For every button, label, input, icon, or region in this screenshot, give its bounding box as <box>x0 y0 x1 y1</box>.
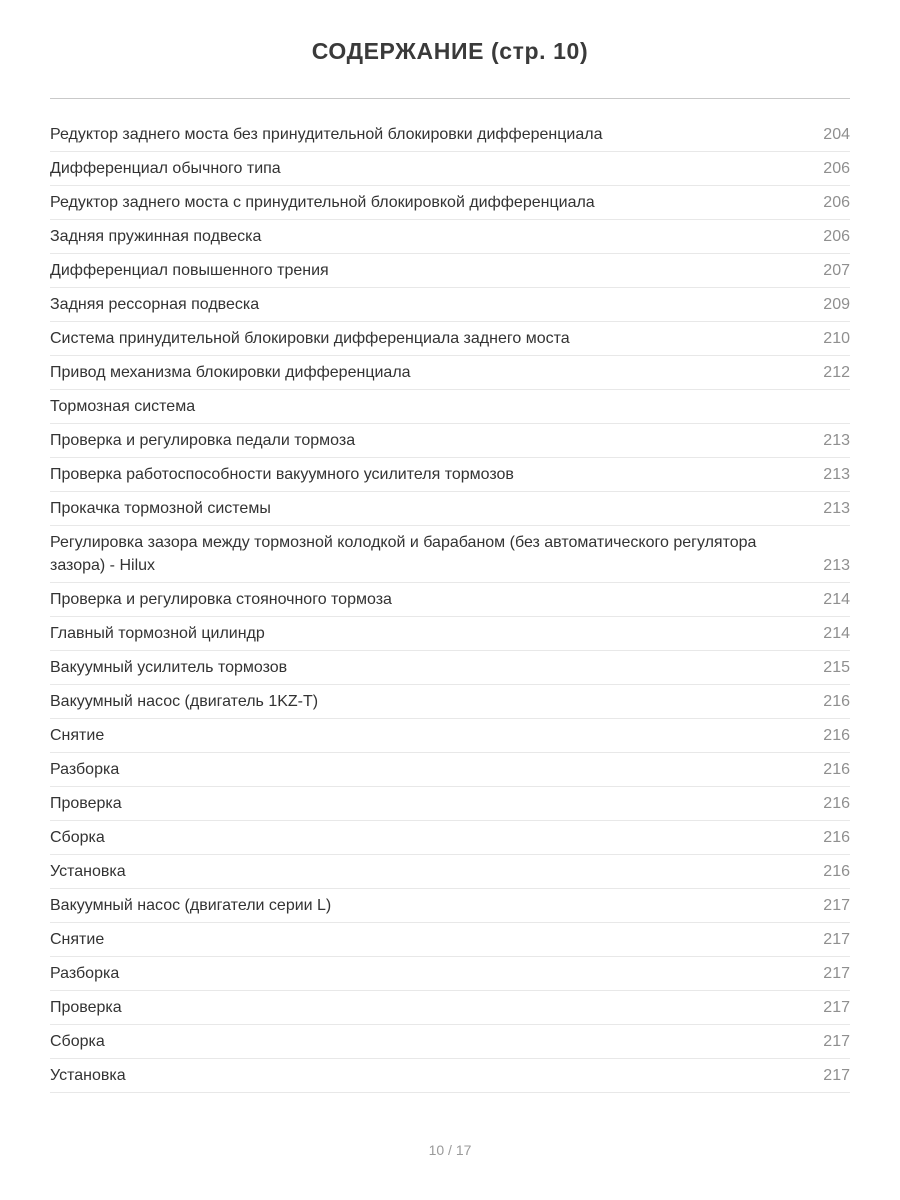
toc-entry-page: 217 <box>823 931 850 948</box>
toc-entry-label: Вакуумный усилитель тормозов <box>50 659 288 676</box>
toc-entry-label: Проверка <box>50 795 122 812</box>
toc-entry-label: Вакуумный насос (двигатель 1KZ-T) <box>50 693 319 710</box>
toc-entry-page: 206 <box>823 194 850 211</box>
toc-entry-label: Проверка <box>50 999 122 1016</box>
toc-row <box>50 685 850 719</box>
toc-entry-label: Редуктор заднего моста без принудительной блокировки дифференциала <box>50 126 603 143</box>
toc-row <box>50 957 850 991</box>
toc-entry-label: Вакуумный насос (двигатели серии L) <box>50 897 332 914</box>
toc-row <box>50 288 850 322</box>
toc-entry-label: Установка <box>50 863 126 880</box>
toc-entry-page: 214 <box>823 625 850 642</box>
toc-entry-label: Прокачка тормозной системы <box>50 500 271 517</box>
toc-entry-label: Задняя рессорная подвеска <box>50 296 260 313</box>
toc-row <box>50 390 850 424</box>
toc-entry-page: 216 <box>823 693 850 710</box>
toc-entry-page: 216 <box>823 863 850 880</box>
toc-entry-page: 216 <box>823 727 850 744</box>
toc-entry-page: 216 <box>823 829 850 846</box>
toc-row <box>50 424 850 458</box>
toc-row <box>50 583 850 617</box>
toc-entry-label: Тормозная система <box>50 398 196 415</box>
toc-row <box>50 821 850 855</box>
toc-entry-page: 206 <box>823 228 850 245</box>
title-divider <box>50 98 850 99</box>
toc-list <box>50 118 850 1093</box>
toc-entry-label: Задняя пружинная подвеска <box>50 228 262 245</box>
toc-row <box>50 220 850 254</box>
toc-entry-page: 217 <box>823 999 850 1016</box>
toc-row <box>50 356 850 390</box>
toc-entry-page: 213 <box>823 557 850 574</box>
toc-entry-label: Проверка и регулировка стояночного тормоза <box>50 591 392 608</box>
toc-row <box>50 458 850 492</box>
toc-row <box>50 617 850 651</box>
toc-row <box>50 651 850 685</box>
toc-entry-label: Проверка работоспособности вакуумного усилителя тормозов <box>50 466 514 483</box>
toc-entry-label: Сборка <box>50 829 105 846</box>
toc-entry-page: 213 <box>823 432 850 449</box>
toc-row <box>50 889 850 923</box>
toc-entry-page: 207 <box>823 262 850 279</box>
toc-entry-label: Привод механизма блокировки дифференциала <box>50 364 411 381</box>
toc-entry-page: 217 <box>823 1033 850 1050</box>
toc-entry-label: Установка <box>50 1067 126 1084</box>
toc-row <box>50 526 850 583</box>
page-indicator: 10 / 17 <box>428 1142 472 1158</box>
toc-row <box>50 254 850 288</box>
toc-row <box>50 492 850 526</box>
toc-entry-label: Проверка и регулировка педали тормоза <box>50 432 356 449</box>
toc-row <box>50 719 850 753</box>
toc-entry-page: 216 <box>823 761 850 778</box>
toc-entry-label: Регулировка зазора между тормозной колодкой и барабаном (без автоматического регулятора зазора) - Hilux <box>50 534 757 574</box>
toc-row <box>50 787 850 821</box>
toc-entry-label: Сборка <box>50 1033 105 1050</box>
toc-row <box>50 1025 850 1059</box>
toc-entry-page: 209 <box>823 296 850 313</box>
toc-entry-page: 210 <box>823 330 850 347</box>
toc-row <box>50 855 850 889</box>
toc-entry-page: 217 <box>823 1067 850 1084</box>
toc-row <box>50 753 850 787</box>
toc-row <box>50 1059 850 1093</box>
toc-row <box>50 322 850 356</box>
toc-entry-label: Дифференциал обычного типа <box>50 160 281 177</box>
toc-row <box>50 186 850 220</box>
toc-entry-label: Снятие <box>50 931 105 948</box>
toc-row <box>50 991 850 1025</box>
toc-entry-page: 217 <box>823 965 850 982</box>
toc-entry-label: Редуктор заднего моста с принудительной блокировкой дифференциала <box>50 194 595 211</box>
toc-row <box>50 118 850 152</box>
toc-entry-page: 204 <box>823 126 850 143</box>
page-title: СОДЕРЖАНИЕ (стр. 10) <box>311 38 589 64</box>
toc-entry-label: Главный тормозной цилиндр <box>50 625 265 642</box>
toc-entry-page: 213 <box>823 500 850 517</box>
toc-entry-label: Дифференциал повышенного трения <box>50 262 329 279</box>
toc-entry-label: Снятие <box>50 727 105 744</box>
toc-row <box>50 923 850 957</box>
toc-entry-label: Разборка <box>50 761 120 778</box>
toc-entry-page: 217 <box>823 897 850 914</box>
toc-entry-page: 213 <box>823 466 850 483</box>
toc-row <box>50 152 850 186</box>
toc-entry-label: Система принудительной блокировки дифференциала заднего моста <box>50 330 570 347</box>
toc-entry-page: 216 <box>823 795 850 812</box>
toc-entry-page: 215 <box>823 659 850 676</box>
toc-entry-page: 214 <box>823 591 850 608</box>
toc-entry-label: Разборка <box>50 965 120 982</box>
toc-entry-page: 206 <box>823 160 850 177</box>
toc-entry-page: 212 <box>823 364 850 381</box>
